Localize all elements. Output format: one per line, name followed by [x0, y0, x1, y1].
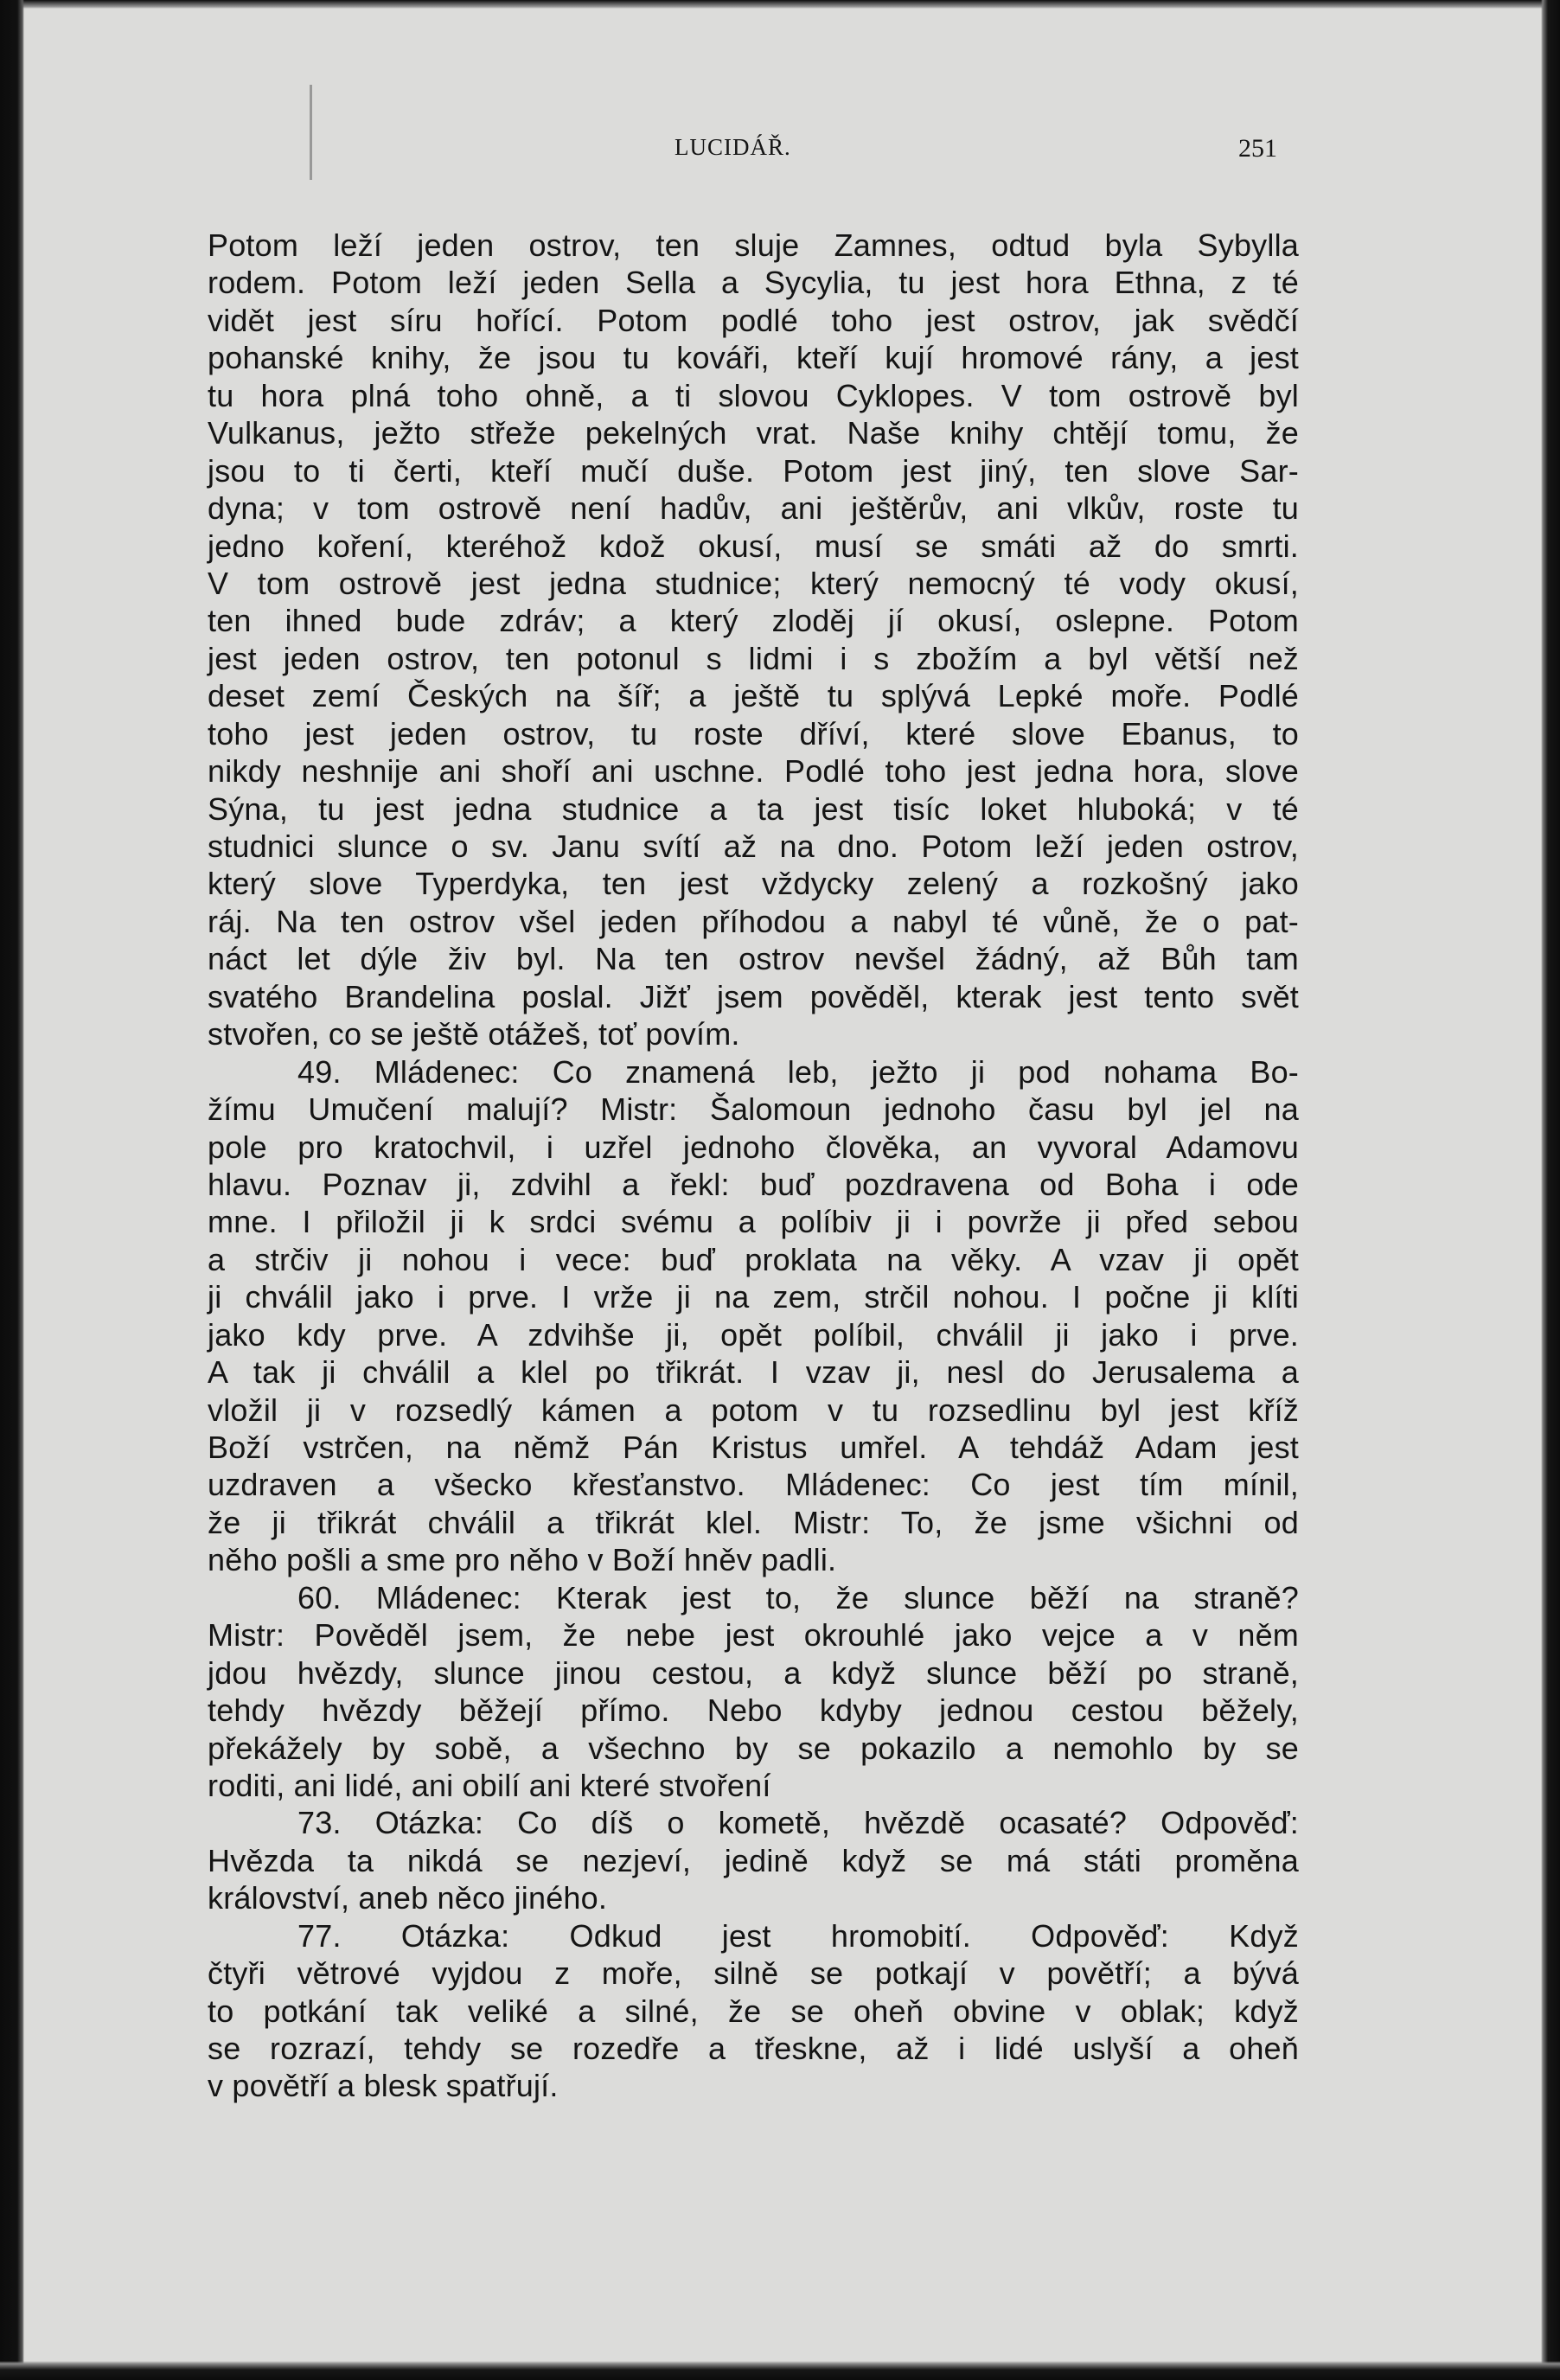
text-line: nikdy neshnije ani shoří ani uschne. Podlé toho jest jedna hora, slove — [208, 753, 1299, 790]
text-line: se rozrazí, tehdy se rozedře a třeskne, až i lidé uslyší a oheň — [208, 2031, 1299, 2066]
text-line: ráj. Na ten ostrov všel jeden příhodou a nabyl té vůně, že o pat- — [208, 903, 1299, 939]
text-line: 60. Mládenec: Kterak jest to, že slunce běží na straně? — [297, 1579, 1299, 1615]
text-line: překážely by sobě, a všechno by se pokazilo a nemohlo by se — [208, 1730, 1299, 1766]
scan-edge-top — [0, 0, 1560, 9]
scan-edge-right — [1541, 0, 1560, 2380]
text-line: čtyři větrové vyjdou z moře, silně se potkají v povětří; a bývá — [208, 1955, 1299, 1992]
text-line: deset zemí Českých na šíř; a ještě tu splývá Lepké moře. Podlé — [208, 678, 1299, 714]
scan-edge-left — [0, 0, 24, 2380]
text-line: rodem. Potom leží jeden Sella a Sycylia, tu jest hora Ethna, z té — [208, 265, 1299, 301]
text-line: studnici slunce o sv. Janu svítí až na dno. Potom leží jeden ostrov, — [208, 829, 1299, 864]
text-line: něho pošli a sme pro něho v Boží hněv padli. — [208, 1542, 837, 1578]
text-line: pohanské knihy, že jsou tu kováři, kteří kují hromové rány, a jest — [208, 340, 1299, 376]
text-line: jako kdy prve. A zdvihše ji, opět políbil, chválil ji jako i prve. — [208, 1316, 1299, 1353]
text-line: toho jest jeden ostrov, tu roste dříví, které slove Ebanus, to — [208, 715, 1299, 752]
text-line: a strčiv ji nohou i vece: buď proklata na věky. A vzav ji opět — [208, 1241, 1299, 1277]
text-line: to potkání tak veliké a silné, že se oheň obvine v oblak; když — [208, 1993, 1299, 2029]
page-number: 251 — [1238, 134, 1277, 163]
text-line: tehdy hvězdy běžejí přímo. Nebo kdyby jednou cestou běžely, — [208, 1692, 1299, 1729]
text-line: Hvězda ta nikdá se nezjeví, jedině když se má státi proměna — [208, 1842, 1299, 1878]
text-line: ten ihned bude zdráv; a který zloděj jí okusí, oslepne. Potom — [208, 603, 1299, 639]
text-line: že ji třikrát chválil a třikrát klel. Mistr: To, že jsme všichni od — [208, 1504, 1299, 1540]
text-line: jedno koření, kteréhož kdož okusí, musí se smáti až do smrti. — [208, 528, 1299, 564]
text-line: jsou to ti čerti, kteří mučí duše. Potom jest jiný, ten slove Sar- — [208, 452, 1299, 489]
text-line: náct let dýle živ byl. Na ten ostrov nevšel žádný, až Bůh tam — [208, 941, 1299, 977]
text-line: vložil ji v rozsedlý kámen a potom v tu rozsedlinu byl jest kříž — [208, 1392, 1299, 1428]
text-line: hlavu. Poznav ji, zdvihl a řekl: buď pozdravena od Boha i ode — [208, 1166, 1299, 1202]
text-line: ji chválil jako i prve. I vrže ji na zem, strčil nohou. I počne ji klíti — [208, 1279, 1299, 1315]
text-line: tu hora plná toho ohně, a ti slovou Cyklopes. V tom ostrově byl — [208, 377, 1299, 413]
text-line: dyna; v tom ostrově není hadův, ani ještěrův, ani vlkův, roste tu — [208, 490, 1299, 527]
text-line: roditi, ani lidé, ani obilí ani které stvoření — [208, 1767, 771, 1803]
text-line: království, aneb něco jiného. — [208, 1880, 608, 1916]
page-header — [0, 134, 1560, 169]
text-line: který slove Typerdyka, ten jest vždycky zelený a rozkošný jako — [208, 866, 1299, 902]
text-line: pole pro kratochvil, i uzřel jednoho člověka, an vyvoral Adamovu — [208, 1129, 1299, 1165]
text-line: jest jeden ostrov, ten potonul s lidmi i s zbožím a byl větší než — [208, 640, 1299, 676]
text-line: jdou hvězdy, slunce jinou cestou, a když slunce běží po straně, — [208, 1654, 1299, 1691]
text-line: uzdraven a všecko křesťanstvo. Mládenec: Co jest tím mínil, — [208, 1467, 1299, 1503]
text-line: vidět jest síru hořící. Potom podlé toho jest ostrov, jak svědčí — [208, 302, 1299, 338]
text-line: Potom leží jeden ostrov, ten sluje Zamnes, odtud byla Sybylla — [208, 227, 1299, 263]
running-title: LUCIDÁŘ. — [675, 134, 791, 160]
text-line: 49. Mládenec: Co znamená leb, ježto ji pod nohama Bo- — [297, 1053, 1299, 1090]
text-line: V tom ostrově jest jedna studnice; který nemocný té vody okusí, — [208, 565, 1299, 601]
text-line: svatého Brandelina poslal. Jižť jsem pověděl, kterak jest tento svět — [208, 978, 1299, 1014]
text-line: mne. I přiložil ji k srdci svému a políbiv ji i povrže ji před sebou — [208, 1204, 1299, 1240]
text-line: Vulkanus, ježto střeže pekelných vrat. Naše knihy chtějí tomu, že — [208, 415, 1299, 451]
text-line: v povětří a blesk spatřují. — [208, 2068, 559, 2104]
body-text — [208, 227, 1299, 2105]
text-line: 77. Otázka: Odkud jest hromobití. Odpověď: Když — [297, 1917, 1299, 1954]
text-line: Sýna, tu jest jedna studnice a ta jest tisíc loket hluboká; v té — [208, 790, 1299, 827]
text-line: stvořen, co se ještě otážeš, toť povím. — [208, 1016, 740, 1052]
scan-edge-bottom — [0, 2361, 1560, 2380]
text-line: A tak ji chválil a klel po třikrát. I vzav ji, nesl do Jerusalema a — [208, 1354, 1299, 1391]
text-line: 73. Otázka: Co díš o kometě, hvězdě ocasaté? Odpověď: — [297, 1805, 1299, 1841]
text-line: žímu Umučení malují? Mistr: Šalomoun jednoho času byl jel na — [208, 1091, 1299, 1128]
text-line: Mistr: Pověděl jsem, že nebe jest okrouhlé jako vejce a v něm — [208, 1617, 1299, 1654]
text-line: Boží vstrčen, na němž Pán Kristus umřel. A tehdáž Adam jest — [208, 1430, 1299, 1465]
